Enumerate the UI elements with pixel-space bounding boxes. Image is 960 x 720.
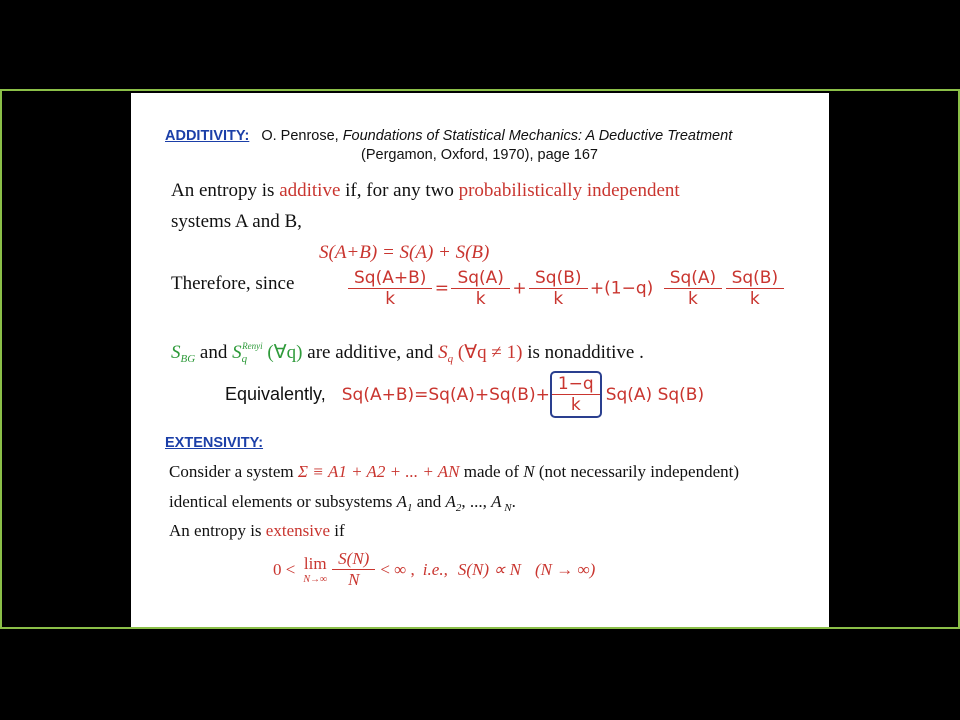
extensivity-line1 xyxy=(169,462,739,482)
text-made-of: made of xyxy=(463,462,520,481)
text-systems-a-b: systems A and B, xyxy=(171,211,302,232)
text-are-additive: are additive, and xyxy=(307,342,434,363)
sbg-s: S xyxy=(171,342,181,363)
text-consider-system: Consider a system xyxy=(169,462,294,481)
symbol-an: A $_N$ xyxy=(491,492,512,514)
coefficient-one-minus-q: +(1−q) xyxy=(589,278,654,299)
reference-publication: (Pergamon, Oxford, 1970), page 167 xyxy=(361,147,598,163)
frac-sa2-den: k xyxy=(664,288,722,309)
additivity-definition-line2 xyxy=(171,211,302,233)
frac-sb-den: k xyxy=(529,288,588,309)
condition-forall-q: (∀q) xyxy=(267,342,303,363)
boxed-frac-den: k xyxy=(552,394,600,415)
extensivity-line2: identical elements or subsystems $A_1$ and $A_2$, ..., A $_N$. xyxy=(169,492,516,514)
symbol-sq: $S_q$ xyxy=(438,342,454,365)
extensivity-heading: EXTENSIVITY: xyxy=(165,435,264,451)
boxed-fraction xyxy=(550,371,602,418)
text-ellipsis: , ..., xyxy=(461,492,487,511)
fraction-sa2 xyxy=(667,268,719,309)
text-if: if xyxy=(334,521,345,540)
text-entropy-is: An entropy is xyxy=(171,180,275,201)
frac-lhs-den: k xyxy=(348,288,432,309)
additivity-header xyxy=(165,127,732,145)
slide xyxy=(131,93,829,627)
frac-sa-num: Sq(A) xyxy=(457,268,504,288)
frac-lhs-num: Sq(A+B) xyxy=(354,268,427,288)
fraction-one-minus-q-over-k xyxy=(555,374,597,415)
term-extensive: extensive xyxy=(265,521,330,540)
fraction-lhs xyxy=(351,268,429,309)
frac-sa-den: k xyxy=(451,288,509,309)
equivalently-line xyxy=(225,371,704,418)
condition-q-neq-1: (∀q ≠ 1) xyxy=(457,342,523,363)
symbol-sbg xyxy=(171,342,195,363)
text-and: and xyxy=(199,342,228,363)
equation-system-sum: Σ ≡ A1 + A2 + ... + AN xyxy=(297,462,460,481)
fraction-sb xyxy=(532,268,585,309)
text-is: is xyxy=(527,342,540,363)
additivity-heading: ADDITIVITY: xyxy=(165,128,250,144)
extensivity-line3 xyxy=(169,521,345,541)
boxed-frac-num: 1−q xyxy=(557,374,594,394)
additivity-definition-line1 xyxy=(171,180,680,202)
equation-equivalent-tail: Sq(A) Sq(B) xyxy=(605,384,705,405)
term-nonadditive: nonadditive xyxy=(544,342,635,363)
renyi-sup: Renyi xyxy=(242,341,263,351)
text-period: . xyxy=(639,342,644,363)
frac-sb2-num: Sq(B) xyxy=(731,268,779,288)
frac-sb2-den: k xyxy=(726,288,785,309)
equation-sq-composition: $\frac{Sq(A+B)}{k}$ = $\frac{Sq(A)}{k}$ + $\frac{Sq(B)}{k}$ +(1−q) $\frac{Sq(A)}{k}$ $\frac{Sq(B)}{k}$ xyxy=(351,268,781,309)
text-identical-elements: identical elements or subsystems xyxy=(169,492,393,511)
equation-additivity: S(A+B) = S(A) + S(B) xyxy=(319,242,490,263)
term-probabilistically-independent: probabilistically independent xyxy=(458,180,680,201)
text-not-necessarily-independent: (not necessarily independent) xyxy=(538,462,740,481)
fraction-sa xyxy=(454,268,506,309)
additivity-statement xyxy=(171,341,644,365)
fraction-sb2 xyxy=(729,268,782,309)
equation-extensivity-limit: 0 < lim N→∞ $\frac{S(N)}{N}$ < ∞ , i.e., S(N) ∝ N (N → ∞) xyxy=(273,549,596,589)
text-equivalently: Equivalently, xyxy=(225,384,326,404)
text-and2: and xyxy=(416,492,442,511)
text-entropy-is-2: An entropy is xyxy=(169,521,262,540)
symbol-sq-renyi: $S_q^{Renyi}$ xyxy=(232,341,263,365)
term-additive: additive xyxy=(279,180,341,201)
reference-author: O. Penrose, xyxy=(261,128,339,144)
text-for-any-two: if, for any two xyxy=(345,180,454,201)
reference-title: Foundations of Statistical Mechanics: A Deductive Treatment xyxy=(342,128,733,144)
symbol-n: N xyxy=(523,462,535,481)
frac-sb-num: Sq(B) xyxy=(535,268,582,288)
frac-sa2-num: Sq(A) xyxy=(669,268,717,288)
sbg-sub: BG xyxy=(180,353,196,365)
symbol-a1: $A_1$ xyxy=(396,492,413,514)
symbol-a2: $A_2$ xyxy=(445,492,462,514)
text-therefore-since: Therefore, since xyxy=(171,273,295,294)
equation-equivalent-lhs: Sq(A+B)=Sq(A)+Sq(B)+ xyxy=(341,384,550,405)
